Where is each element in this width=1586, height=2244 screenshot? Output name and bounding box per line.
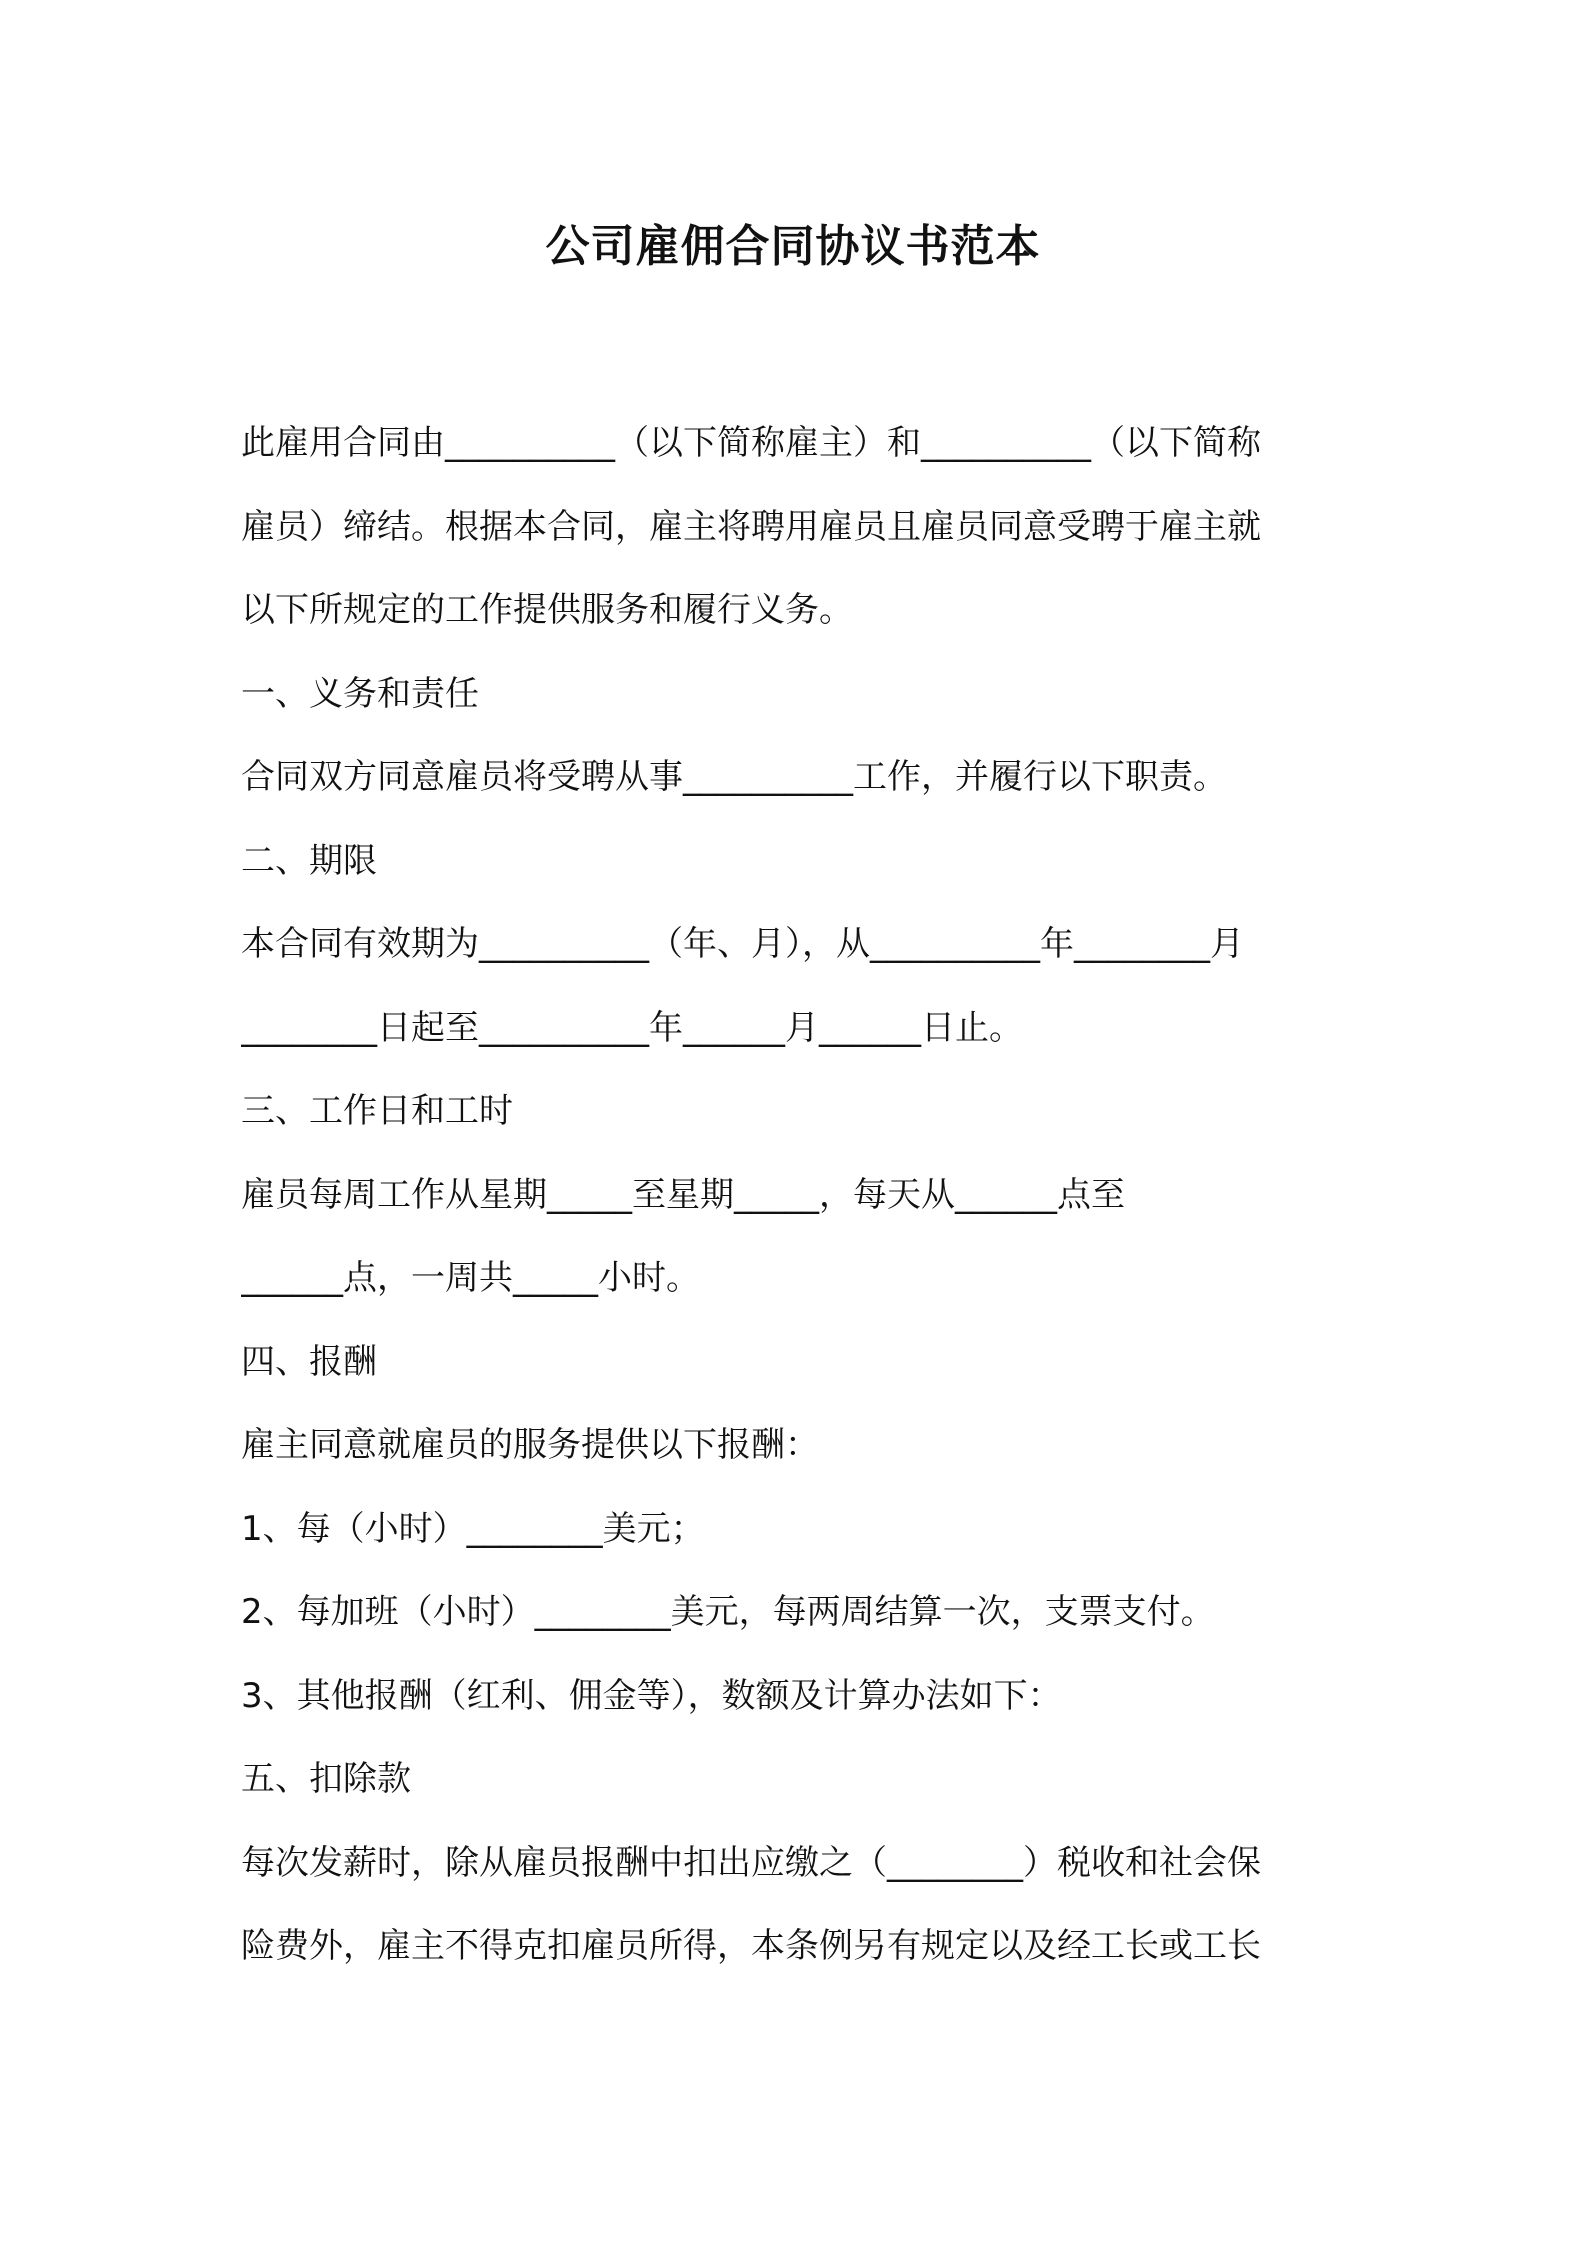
paragraph-line: 合同双方同意雇员将受聘从事__________工作，并履行以下职责。 <box>241 757 1227 797</box>
paragraph-line: 每次发薪时，除从雇员报酬中扣出应缴之（________）税收和社会保 <box>241 1842 1261 1883</box>
section-heading-5: 五、扣除款 <box>241 1759 411 1799</box>
paragraph-line: 以下所规定的工作提供服务和履行义务。 <box>241 590 853 630</box>
list-item: 2、每加班（小时）________美元，每两周结算一次，支票支付。 <box>241 1592 1215 1632</box>
paragraph-line: 雇员每周工作从星期_____至星期_____，每天从______点至 <box>241 1174 1125 1215</box>
section-heading-4: 四、报酬 <box>241 1341 377 1382</box>
paragraph-line: 雇主同意就雇员的服务提供以下报酬： <box>241 1425 819 1465</box>
paragraph-line: 雇员）缔结。根据本合同，雇主将聘用雇员且雇员同意受聘于雇主就 <box>241 506 1261 547</box>
section-heading-3: 三、工作日和工时 <box>241 1091 513 1131</box>
document-title: 公司雇佣合同协议书范本 <box>545 221 1041 272</box>
paragraph-line: 此雇用合同由__________（以下简称雇主）和__________（以下简称 <box>241 423 1261 463</box>
paragraph-line: ______点，一周共_____小时。 <box>241 1258 700 1298</box>
document-body <box>241 402 1356 1989</box>
section-heading-2: 二、期限 <box>241 840 377 881</box>
list-item: 3、其他报酬（红利、佣金等），数额及计算办法如下： <box>241 1675 1062 1716</box>
list-item: 1、每（小时）________美元； <box>241 1508 705 1549</box>
paragraph-line: 险费外，雇主不得克扣雇员所得，本条例另有规定以及经工长或工长 <box>241 1926 1261 1966</box>
paragraph-line: 本合同有效期为__________（年、月），从__________年________月 <box>241 924 1244 964</box>
section-heading-1: 一、义务和责任 <box>241 673 479 714</box>
paragraph-line: ________日起至__________年______月______日止。 <box>241 1007 1023 1048</box>
